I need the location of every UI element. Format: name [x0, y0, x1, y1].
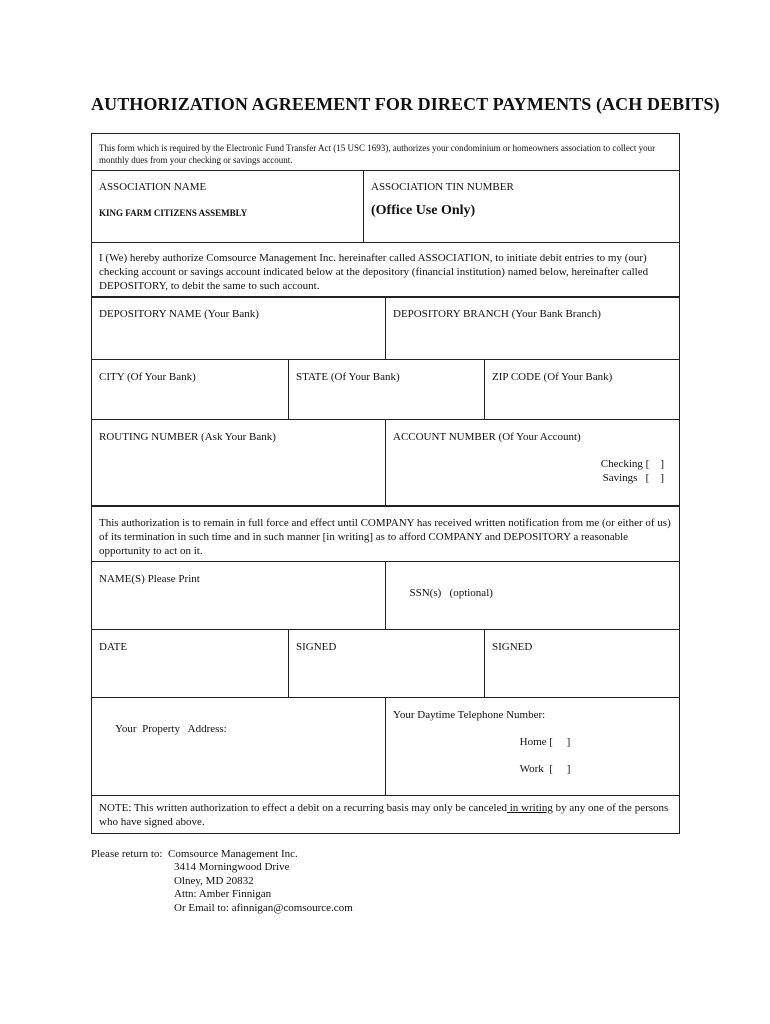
- telephone-label: Your Daytime Telephone Number:: [393, 709, 546, 721]
- names-label: NAME(S) Please Print: [99, 573, 200, 585]
- full-force-row: [92, 507, 679, 562]
- return-address-lines: [174, 861, 353, 915]
- signature-row: [92, 630, 679, 698]
- savings-checkbox[interactable]: Savings [ ]: [602, 472, 664, 484]
- association-tin-label: ASSOCIATION TIN NUMBER: [371, 181, 514, 193]
- contact-row: [92, 698, 679, 796]
- association-name-label: ASSOCIATION NAME: [99, 181, 207, 193]
- routing-number-field[interactable]: [92, 420, 385, 505]
- location-row: [92, 360, 679, 420]
- signed-label-1: SIGNED: [296, 641, 337, 653]
- return-label: Please return to: Comsource Management Inc.: [91, 848, 298, 860]
- work-phone-field[interactable]: Work [ ]: [519, 763, 571, 775]
- depository-branch-field[interactable]: [385, 298, 679, 359]
- telephone-field[interactable]: [385, 698, 679, 795]
- note-text: [92, 796, 679, 833]
- authorization-row: [92, 243, 679, 298]
- account-number-field[interactable]: [385, 420, 679, 505]
- return-line-2: Olney, MD 20832: [174, 874, 254, 887]
- return-line-1: 3414 Morningwood Drive: [174, 861, 290, 873]
- signature-field-1[interactable]: [288, 630, 484, 697]
- association-tin-cell[interactable]: [363, 171, 679, 242]
- checking-checkbox[interactable]: Checking [ ]: [600, 458, 664, 470]
- ssn-label: SSN(s) (optional): [409, 587, 493, 599]
- property-address-field[interactable]: [92, 698, 385, 795]
- note-after: by any one of the persons who have signed above.: [99, 802, 680, 828]
- date-field[interactable]: [92, 630, 288, 697]
- intro-text: This form which is required by the Electronic Fund Transfer Act (15 USC 1693), authorizes your condominium or homeowners association to collect your monthly dues from your checking or savings account.: [99, 143, 656, 165]
- note-row: [92, 796, 679, 833]
- state-label: STATE (Of Your Bank): [296, 371, 400, 383]
- depository-name-label: DEPOSITORY NAME (Your Bank): [99, 308, 259, 320]
- association-row: [92, 171, 679, 243]
- depository-row: [92, 298, 679, 360]
- association-name-cell[interactable]: [92, 171, 363, 242]
- home-phone-field[interactable]: Home [ ]: [519, 736, 571, 748]
- city-field[interactable]: [92, 360, 288, 419]
- depository-name-field[interactable]: [92, 298, 385, 359]
- note-underlined: in writing: [506, 802, 553, 814]
- zip-field[interactable]: [484, 360, 679, 419]
- city-label: CITY (Of Your Bank): [99, 371, 196, 383]
- return-address: [91, 848, 353, 914]
- property-address-label: Your Property Address:: [115, 723, 227, 735]
- names-field[interactable]: [92, 562, 385, 629]
- form-title: AUTHORIZATION AGREEMENT FOR DIRECT PAYMENTS (ACH DEBITS): [91, 94, 720, 114]
- full-force-text: This authorization is to remain in full force and effect until COMPANY has received written notification from me (or either of us) of its termination in such time and in such manner [in writing] as to afford COMPANY and DEPOSITORY a reasonable opportunity to act on it.: [99, 517, 671, 557]
- intro-row: [92, 134, 679, 171]
- account-row: [92, 420, 679, 507]
- association-name-value: KING FARM CITIZENS ASSEMBLY: [99, 208, 248, 218]
- authorization-form: [91, 133, 680, 834]
- routing-number-label: ROUTING NUMBER (Ask Your Bank): [99, 431, 276, 443]
- ssn-field[interactable]: [385, 562, 679, 629]
- signature-field-2[interactable]: [484, 630, 679, 697]
- note-before: NOTE: This written authorization to effect a debit on a recurring basis may only be canceled: [99, 802, 507, 814]
- state-field[interactable]: [288, 360, 484, 419]
- names-row: [92, 562, 679, 630]
- depository-branch-label: DEPOSITORY BRANCH (Your Bank Branch): [393, 308, 601, 320]
- zip-label: ZIP CODE (Of Your Bank): [492, 371, 613, 383]
- date-label: DATE: [99, 641, 128, 653]
- account-number-label: ACCOUNT NUMBER (Of Your Account): [393, 431, 581, 443]
- authorization-text: I (We) hereby authorize Comsource Management Inc. hereinafter called ASSOCIATION, to initiate debit entries to my (our) checking account or savings account indicated below at the depository (financial institution) named below, hereinafter called DEPOSITORY, to debit the same to such account.: [99, 252, 649, 292]
- return-line-3: Attn: Amber Finnigan: [174, 888, 272, 900]
- association-tin-value: (Office Use Only): [371, 203, 476, 218]
- return-email[interactable]: Or Email to: afinnigan@comsource.com: [174, 901, 353, 914]
- signed-label-2: SIGNED: [492, 641, 533, 653]
